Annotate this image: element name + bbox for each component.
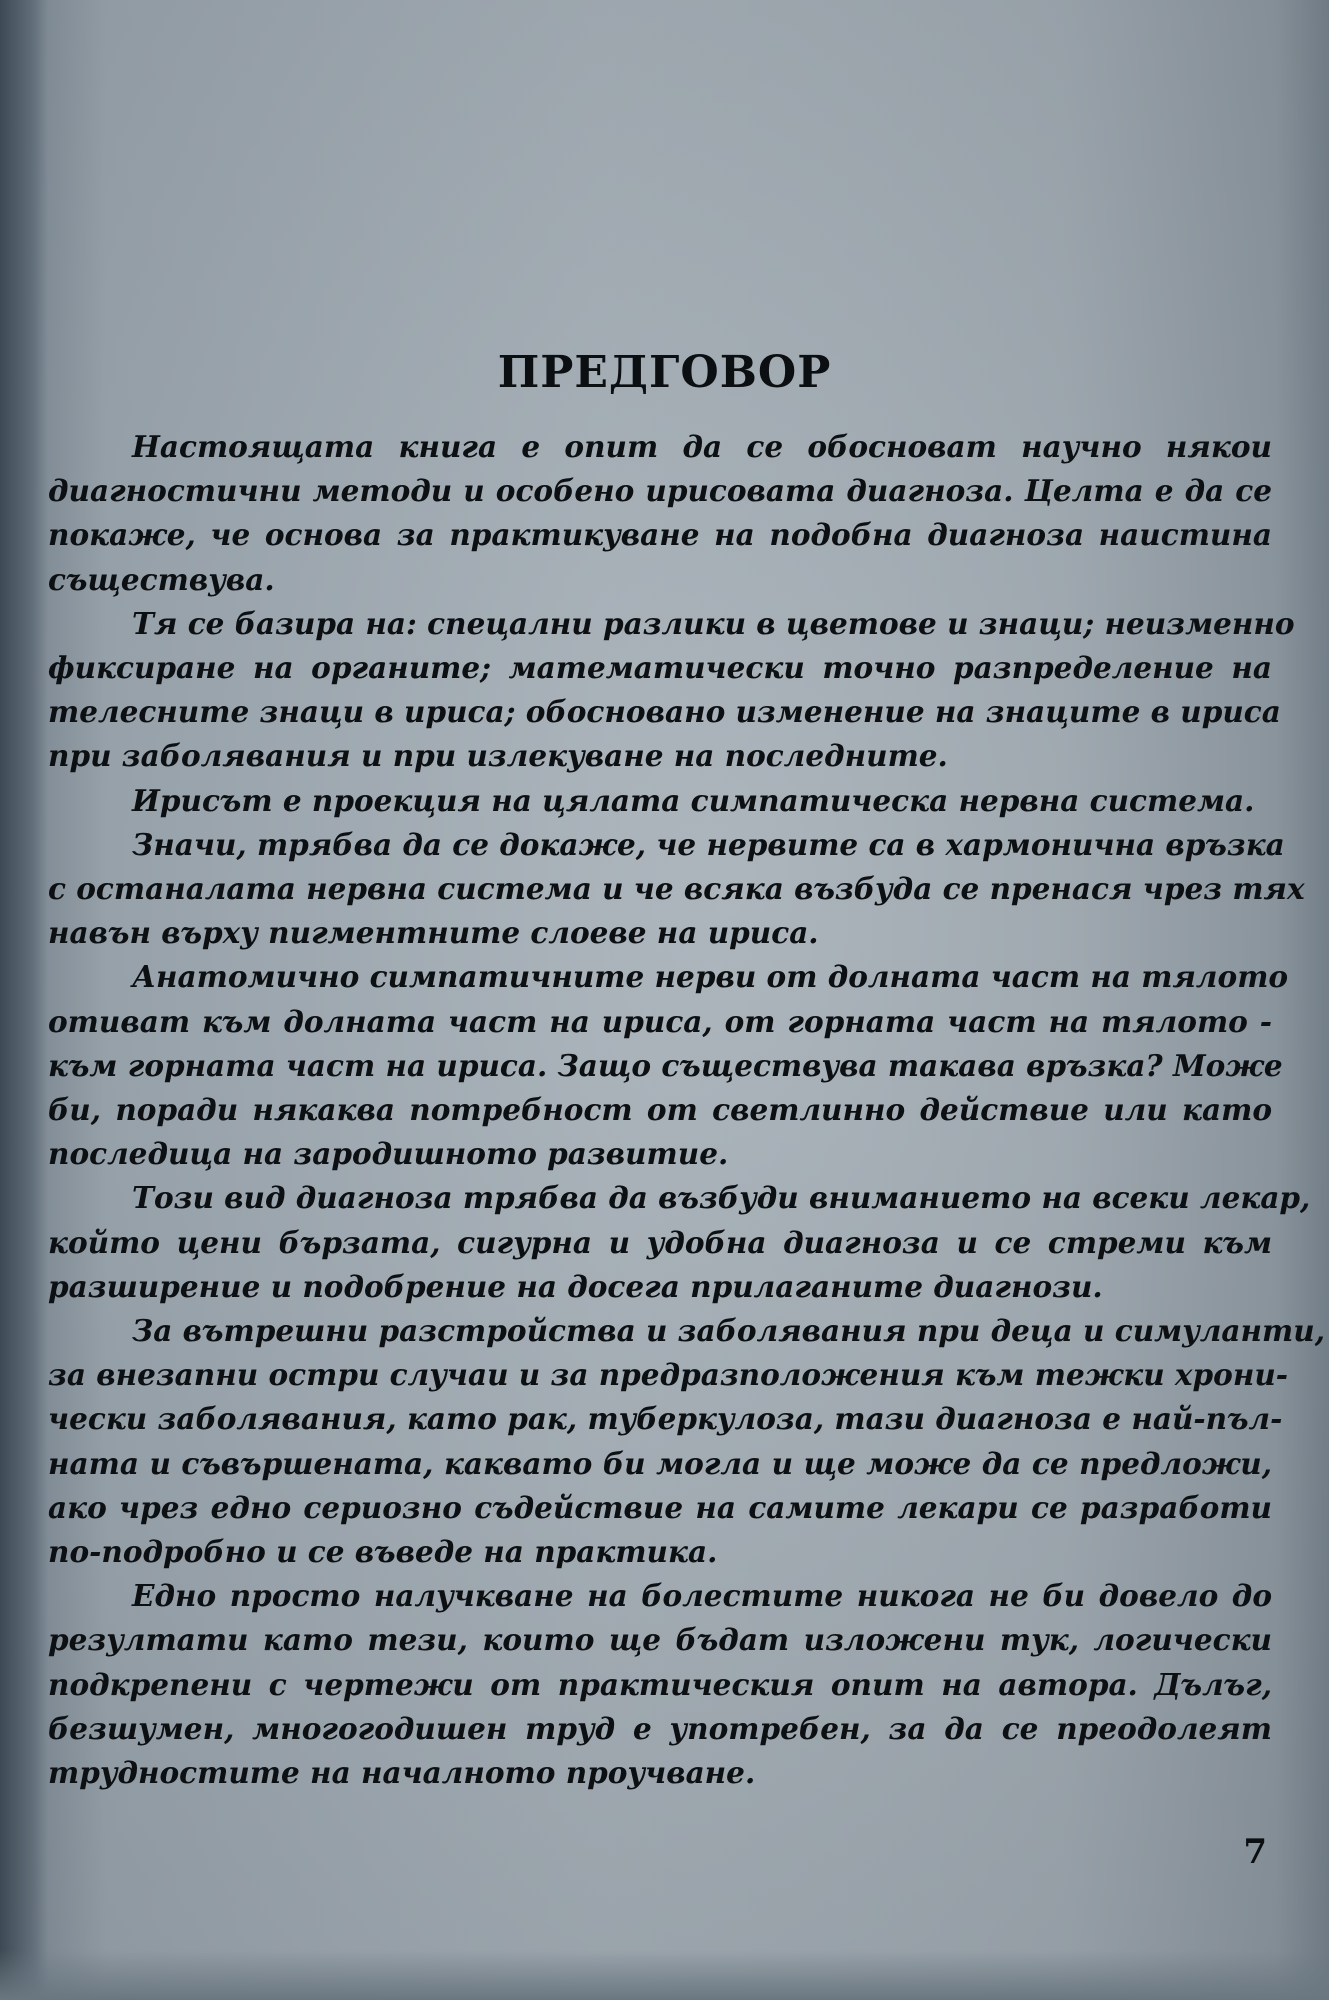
paragraph xyxy=(48,425,1272,602)
text-line: диагностични методи и особено ирисовата диагноза. Целта е да се xyxy=(48,473,1272,509)
text-line: Тя се базира на: спецални разлики в цветове и знаци; неизменно xyxy=(132,605,1295,641)
paragraph xyxy=(48,1309,1325,1574)
text-line: последица на зародишното развитие. xyxy=(48,1136,729,1172)
page-number: 7 xyxy=(1243,1832,1267,1872)
text-line: Анатомично симпатичните нерви от долната част на тялото xyxy=(132,959,1289,995)
text-line: Ирисът е проекция на цялата симпатическа нервна система. xyxy=(132,782,1255,818)
text-line: навън върху пигментните слоеве на ириса. xyxy=(48,915,819,951)
text-line: За вътрешни разстройства и заболявания при деца и симуланти, xyxy=(132,1313,1325,1349)
text-line: би, поради някаква потребност от светлинно действие или като xyxy=(48,1092,1272,1128)
page-bottom-edge xyxy=(0,1950,1329,2000)
paragraph xyxy=(48,1176,1311,1309)
paragraph xyxy=(48,955,1289,1176)
text-line: чески заболявания, като рак, туберкулоза, тази диагноза е най-пъл- xyxy=(48,1401,1283,1437)
text-line: Този вид диагноза трябва да възбуди вниманието на всеки лекар, xyxy=(132,1180,1311,1216)
text-line: по-подробно и се въведе на практика. xyxy=(48,1534,718,1570)
page-gutter-shadow xyxy=(0,0,48,2000)
text-line: за внезапни остри случаи и за предразположения към тежки хрони- xyxy=(48,1357,1289,1393)
text-line: покаже, че основа за практикуване на подобна диагноза наистина xyxy=(48,517,1272,553)
text-line: който цени бързата, сигурна и удобна диагноза и се стреми към xyxy=(48,1224,1272,1260)
text-line: трудностите на началното проучване. xyxy=(48,1755,756,1791)
text-line: Настоящата книга е опит да се обосноват научно някои xyxy=(132,429,1272,464)
text-line: с останалата нервна система и че всяка възбуда се пренася чрез тях xyxy=(48,871,1305,907)
text-line: ната и съвършената, каквато би могла и ще може да се предложи, xyxy=(48,1445,1272,1481)
page-title: ПРЕДГОВОР xyxy=(497,347,832,399)
paragraph xyxy=(48,602,1295,779)
text-line: Едно просто налучкване на болестите никога не би довело до xyxy=(132,1578,1272,1614)
text-line: Значи, трябва да се докаже, че нервите са в хармонична връзка xyxy=(132,826,1285,862)
text-line: към горната част на ириса. Защо съществува такава връзка? Може xyxy=(48,1047,1283,1083)
paragraph xyxy=(48,823,1305,956)
text-line: при заболявания и при излекуване на последните. xyxy=(48,738,948,774)
text-line: разширение и подобрение на досега прилаганите диагнози. xyxy=(48,1268,1103,1304)
text-line: безшумен, многогодишен труд е употребен, за да се преодолеят xyxy=(48,1710,1272,1746)
paragraph xyxy=(48,779,1272,823)
text-line: ако чрез едно сериозно съдействие на самите лекари се разработи xyxy=(48,1489,1272,1525)
text-line: телесните знаци в ириса; обосновано изменение на знаците в ириса xyxy=(48,694,1281,730)
text-line: отиват към долната част на ириса, от горната част на тялото - xyxy=(48,1003,1272,1039)
text-line: съществува. xyxy=(48,561,275,597)
text-line: подкрепени с чертежи от практическия опит на автора. Дълъг, xyxy=(48,1666,1272,1702)
text-line: резултати като тези, които ще бъдат изложени тук, логически xyxy=(48,1622,1272,1658)
paragraph xyxy=(48,1574,1272,1795)
text-line: фиксиране на органите; математически точно разпределение на xyxy=(48,650,1272,686)
preface-text xyxy=(48,425,1325,1795)
